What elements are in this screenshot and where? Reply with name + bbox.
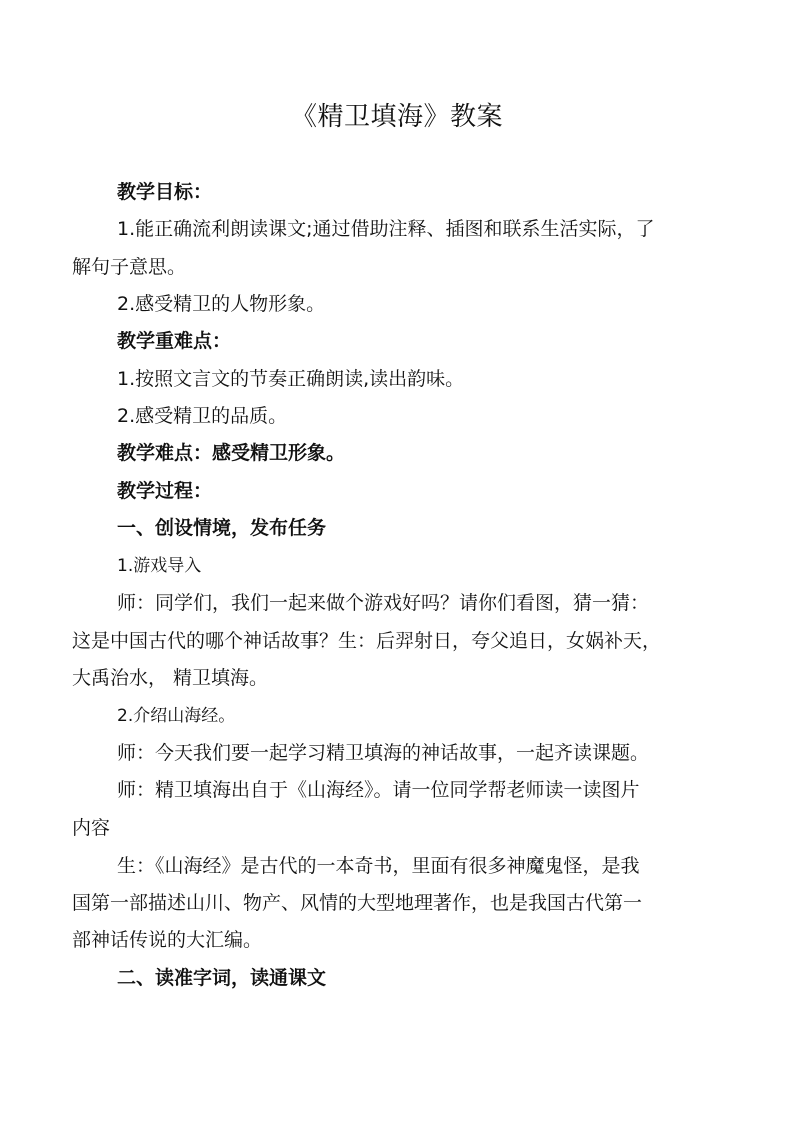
objective-1-line-1: 1.能正确流利朗读课文;通过借助注释、插图和联系生活实际，了: [117, 218, 655, 240]
teacher-line-1: 师：同学们，我们一起来做个游戏好吗？请你们看图，猜一猜：: [117, 592, 650, 614]
heading-teaching-objectives: 教学目标：: [117, 181, 213, 203]
student-line-3: 部神话传说的大汇编。: [72, 929, 263, 951]
section-one-heading: 一、创设情境，发布任务: [117, 517, 327, 539]
subsection-game-intro: 1.游戏导入: [117, 556, 202, 576]
teacher-line-5: 师：精卫填海出自于《山海经》。请一位同学帮老师读一读图片: [117, 779, 640, 801]
objective-1-line-2: 解句子意思。: [72, 256, 187, 278]
key-point-2: 2.感受精卫的品质。: [117, 405, 288, 427]
teacher-line-2: 这是中国古代的哪个神话故事？生：后羿射日，夸父追日，女娲补天，: [72, 630, 662, 652]
student-line-1: 生：《山海经》是古代的一本奇书，里面有很多神魔鬼怪，是我: [117, 855, 640, 877]
teacher-line-4: 师：今天我们要一起学习精卫填海的神话故事，一起齐读课题。: [117, 742, 650, 764]
teacher-line-6: 内容: [72, 817, 111, 839]
objective-2: 2.感受精卫的人物形象。: [117, 293, 326, 315]
key-point-1: 1.按照文言文的节奏正确朗读,读出韵味。: [117, 368, 465, 390]
heading-key-points: 教学重难点：: [117, 330, 232, 352]
subsection-shanhaijing-intro: 2.介绍山海经。: [117, 706, 236, 726]
difficulty-line: 教学难点：感受精卫形象。: [117, 442, 346, 464]
document-title: 《精卫填海》教案: [290, 102, 503, 132]
student-line-2: 国第一部描述山川、物产、风情的大型地理著作，也是我国古代第一: [72, 892, 643, 914]
heading-teaching-process: 教学过程：: [117, 480, 213, 502]
teacher-line-3: 大禹治水， 精卫填海。: [72, 667, 269, 689]
section-two-heading: 二、读准字词，读通课文: [117, 967, 327, 989]
